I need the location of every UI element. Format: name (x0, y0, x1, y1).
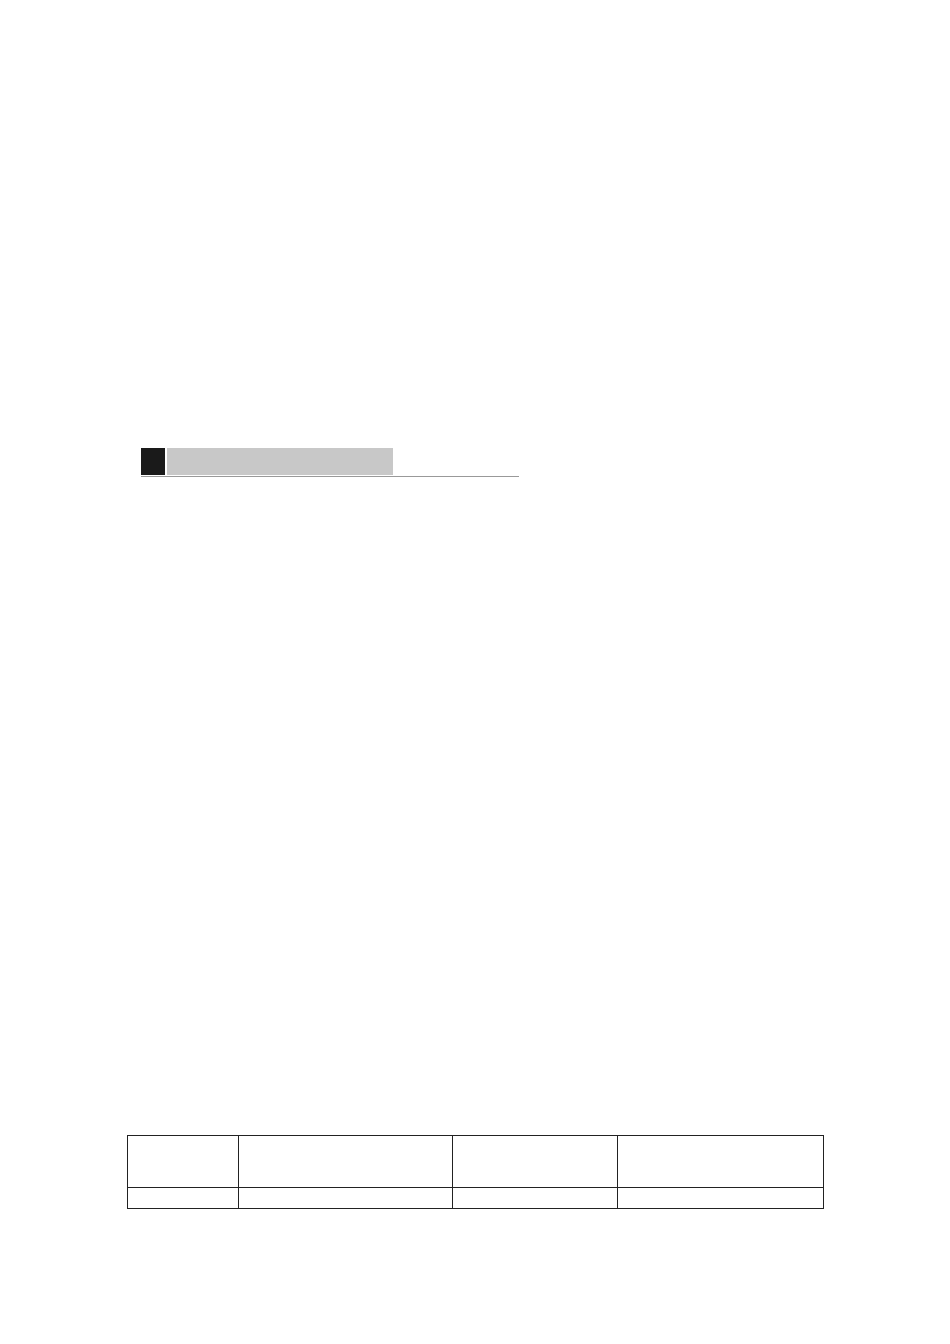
table-header-cell (239, 1136, 453, 1188)
table-row (128, 1188, 824, 1209)
table-header-row (128, 1136, 824, 1188)
table-cell (128, 1188, 239, 1209)
table-cell (618, 1188, 824, 1209)
section-number (141, 448, 165, 475)
table-cell (453, 1188, 618, 1209)
table-cell (239, 1188, 453, 1209)
section-divider (141, 476, 519, 477)
section-header (141, 448, 519, 476)
section-title-bar (167, 448, 393, 475)
table-header-cell (128, 1136, 239, 1188)
comparison-table (127, 1135, 824, 1209)
table-header-cell (618, 1136, 824, 1188)
table-header-cell (453, 1136, 618, 1188)
